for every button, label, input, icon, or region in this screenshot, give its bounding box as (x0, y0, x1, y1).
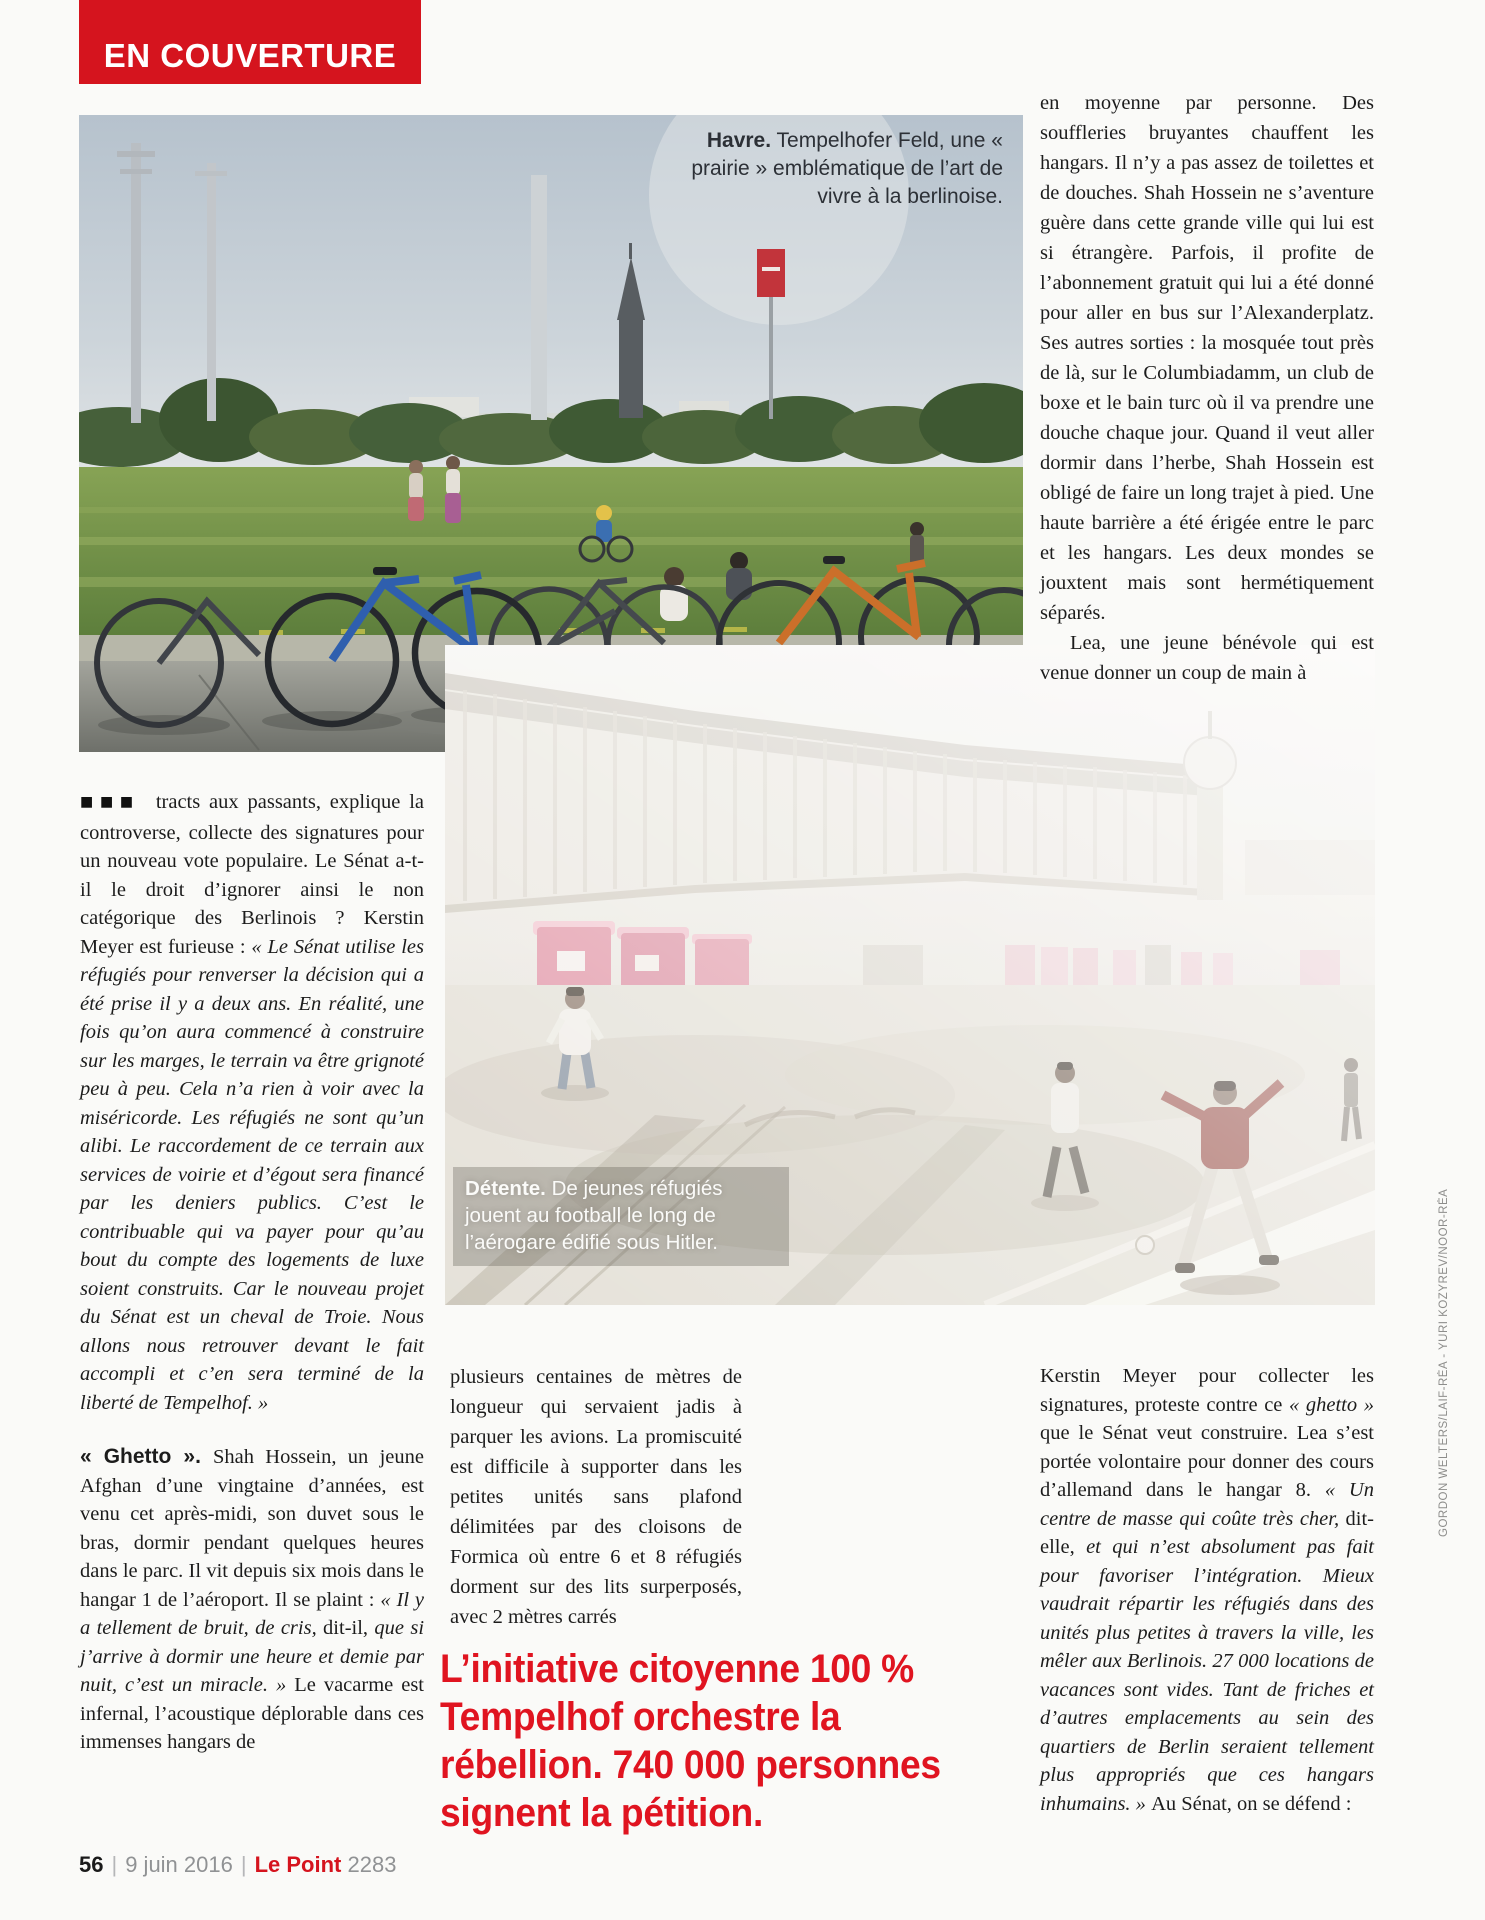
paragraph: plusieurs centaines de mètres de longueur qui servaient jadis à parquer les avions. La promiscuité est difficile à supporter dans les petites unités sans plafond délimitées par des cloisons de Formica où entre 6 et 8 réfugiés dorment sur des lits surperposés, avec 2 mètres carrés (450, 1366, 742, 1628)
text-run: Au Sénat, on se défend : (1151, 1792, 1352, 1815)
column-middle (450, 1362, 742, 1632)
quote-run: et qui n’est absolument pas fait pour favoriser l’intégration. Mieux vaudrait répartir les réfugiés dans des unités plus petites à travers la ville, les mêler aux Berlinois. 27 000 locations de vacances sont vides. Tant de friches et d’autres emplacements au sein des quartiers de Berlin seraient tellement plus appropriés que ces hangars inhumains. » (1040, 1536, 1374, 1815)
quote-run: « Le Sénat utilise les réfugiés pour renverser la décision qui a été prise il y a deux ans. En réalité, une fois qu’on aura commencé à construire sur les marges, le terrain va être grignoté peu à peu. Cela n’a rien à voir avec la miséricorde. Les réfugiés ne sont qu’un alibi. Le raccordement de ce terrain aux services de voirie et d’égout sera financé par les deniers publics. C’est le contribuable qui va payer pour qu’au bout du compte des logements de luxe soient construits. Car le nouveau projet du Sénat est un cheval de Troie. Nous allons nous retrouver devant le fait accompli et c’en sera terminé de la liberté de Tempelhof. » (80, 935, 424, 1414)
photo-middle-caption-text: De jeunes réfugiés jouent au football le long de l’aérogare édifié sous Hitler. (465, 1177, 723, 1254)
issue-date: 9 juin 2016 (125, 1852, 233, 1877)
paragraph: Lea, une jeune bénévole qui est venue donner un coup de main à (1040, 632, 1374, 684)
text-run: tracts aux passants, explique la controverse, collecte des signatures pour un nouveau vote populaire. Le Sénat a-t-il le droit d’ignorer ainsi le non catégorique des Berlinois ? Kerstin Meyer est furieuse : (80, 791, 425, 958)
column-right-bottom (1040, 1362, 1374, 1818)
text-run: Kerstin Meyer pour collecter les signatures, proteste contre ce (1040, 1365, 1374, 1416)
continuation-marker: ■■■ (80, 794, 140, 810)
text-run: dit-il, (323, 1617, 375, 1639)
pull-quote-line: Tempelhof orchestre la (440, 1695, 841, 1739)
page-footer (79, 1852, 396, 1878)
chimney (531, 175, 547, 420)
magazine-name: Le Point (254, 1852, 342, 1877)
pull-quote-line: signent la pétition. (440, 1791, 764, 1835)
quote-run: « ghetto » (1289, 1393, 1374, 1416)
footer-separator: | (240, 1852, 247, 1877)
quote-run: que si j’arrive à dormir une heure et demie par nuit, c’est un miracle. » (80, 1617, 425, 1696)
column-right-top (1040, 88, 1374, 688)
text-run: Le vacarme est infernal, l’acoustique déplorable dans ces immenses hangars de (80, 1674, 425, 1753)
section-kicker-label: EN COUVERTURE (103, 37, 397, 74)
photo-top-caption (673, 127, 1003, 211)
photo-credit: GORDON WELTERS/LAIF-RÉA - YURI KOZYREV/NOOR-RÉA (1438, 1188, 1450, 1537)
text-run: que le Sénat veut construire. Lea s’est portée volontaire pour donner des cours d’allemand dans le hangar 8. (1040, 1422, 1374, 1501)
pull-quote-line: L’initiative citoyenne 100 % (440, 1647, 914, 1691)
photo-top-caption-lead: Havre. (706, 129, 772, 152)
pull-quote (440, 1645, 1060, 1837)
paragraph (80, 788, 424, 1417)
paragraph-lead: « Ghetto ». (80, 1445, 213, 1468)
photo-tempelhof-airport (445, 645, 1375, 1305)
photo-middle-caption-lead: Détente. (465, 1177, 546, 1200)
text-run: Shah Hossein, un jeune Afghan d’une vingtaine d’années, est venu cet après-midi, son duvet sous le bras, dormir pendant quelques heures dans le parc. Il vit depuis six mois dans le hangar 1 de l’aéroport. Il se plaint : (80, 1446, 424, 1611)
paragraph: en moyenne par personne. Des souffleries bruyantes chauffent les hangars. Il n’y a pas assez de toilettes et de douches. Shah Hossein ne s’aventure guère dans cette grande ville qui lui est si étrangère. Parfois, il profite de l’abonnement gratuit qui lui a été donné pour aller en bus sur l’Alexanderplatz. Ses autres sorties : la mosquée tout près de là, sur le Columbiadamm, un club de boxe et le bain turc où il va prendre une douche chaque jour. Quand il veut aller dormir dans l’herbe, Shah Hossein est obligé de faire un long trajet à pied. Une haute barrière a été érigée entre le parc et les hangars. Les deux mondes se jouxtent mais sont hermétiquement séparés. (1040, 92, 1374, 624)
paragraph (80, 1443, 424, 1757)
pull-quote-line: rébellion. 740 000 personnes (440, 1743, 941, 1787)
paragraph (1040, 1362, 1374, 1818)
issue-number: 2283 (347, 1852, 397, 1877)
page-number: 56 (79, 1852, 104, 1877)
photo-middle-caption (453, 1167, 789, 1266)
photo-top-caption-text: Tempelhofer Feld, une « prairie » emblématique de l’art de vivre à la berlinoise. (691, 129, 1003, 208)
section-kicker (79, 0, 421, 84)
column-left (80, 788, 424, 1757)
quote-run: « Un centre de masse qui coûte très cher, (1040, 1479, 1374, 1530)
quote-run: « Il y a tellement de bruit, de cris, (80, 1588, 424, 1639)
footer-separator: | (111, 1852, 118, 1877)
text-run: dit-elle, (1040, 1507, 1374, 1558)
